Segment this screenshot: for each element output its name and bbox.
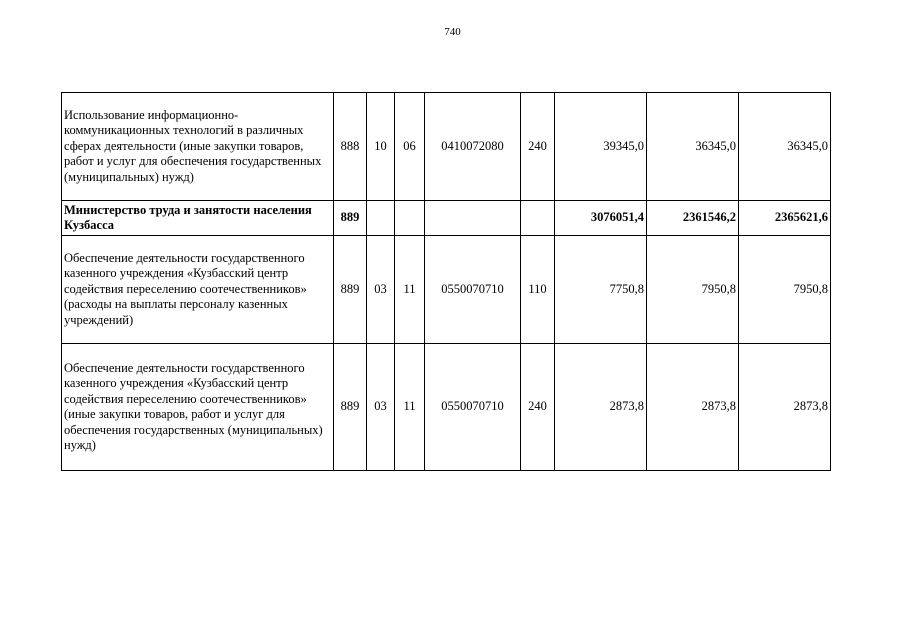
table-row	[62, 201, 831, 236]
table-row	[62, 344, 831, 471]
target-article: 0550070710	[425, 236, 521, 344]
expense-type: 240	[521, 93, 555, 201]
expense-type: 110	[521, 236, 555, 344]
amount-year-1: 2873,8	[555, 344, 647, 471]
section-code: 03	[367, 236, 395, 344]
row-name: Использование информационно-коммуникационных технологий в различных сферах деятельности (иные закупки товаров, работ и услуг для обеспечения государственных (муниципальных) нужд)	[62, 93, 334, 201]
ministry-code: 889	[334, 344, 367, 471]
table-row	[62, 93, 831, 201]
expense-type: 240	[521, 344, 555, 471]
row-name: Министерство труда и занятости населения Кузбасса	[62, 201, 334, 236]
amount-year-3: 36345,0	[739, 93, 831, 201]
amount-year-1: 7750,8	[555, 236, 647, 344]
subsection-code: 11	[395, 344, 425, 471]
budget-table	[61, 92, 831, 471]
target-article: 0550070710	[425, 344, 521, 471]
amount-year-1: 39345,0	[555, 93, 647, 201]
amount-year-2: 2361546,2	[647, 201, 739, 236]
target-article: 0410072080	[425, 93, 521, 201]
target-article	[425, 201, 521, 236]
subsection-code: 11	[395, 236, 425, 344]
amount-year-2: 7950,8	[647, 236, 739, 344]
amount-year-2: 2873,8	[647, 344, 739, 471]
ministry-code: 889	[334, 236, 367, 344]
page-number: 740	[444, 26, 461, 38]
expense-type	[521, 201, 555, 236]
ministry-code: 888	[334, 93, 367, 201]
section-code	[367, 201, 395, 236]
ministry-code: 889	[334, 201, 367, 236]
row-name: Обеспечение деятельности государственного казенного учреждения «Кузбасский центр содействия переселению соотечественников» (иные закупки товаров, работ и услуг для обеспечения государственных (муниципальных) нужд)	[62, 344, 334, 471]
table-row	[62, 236, 831, 344]
section-code: 10	[367, 93, 395, 201]
row-name: Обеспечение деятельности государственного казенного учреждения «Кузбасский центр содействия переселению соотечественников» (расходы на выплаты персоналу казенных учреждений)	[62, 236, 334, 344]
subsection-code	[395, 201, 425, 236]
amount-year-2: 36345,0	[647, 93, 739, 201]
amount-year-3: 2365621,6	[739, 201, 831, 236]
amount-year-3: 7950,8	[739, 236, 831, 344]
subsection-code: 06	[395, 93, 425, 201]
section-code: 03	[367, 344, 395, 471]
amount-year-1: 3076051,4	[555, 201, 647, 236]
amount-year-3: 2873,8	[739, 344, 831, 471]
